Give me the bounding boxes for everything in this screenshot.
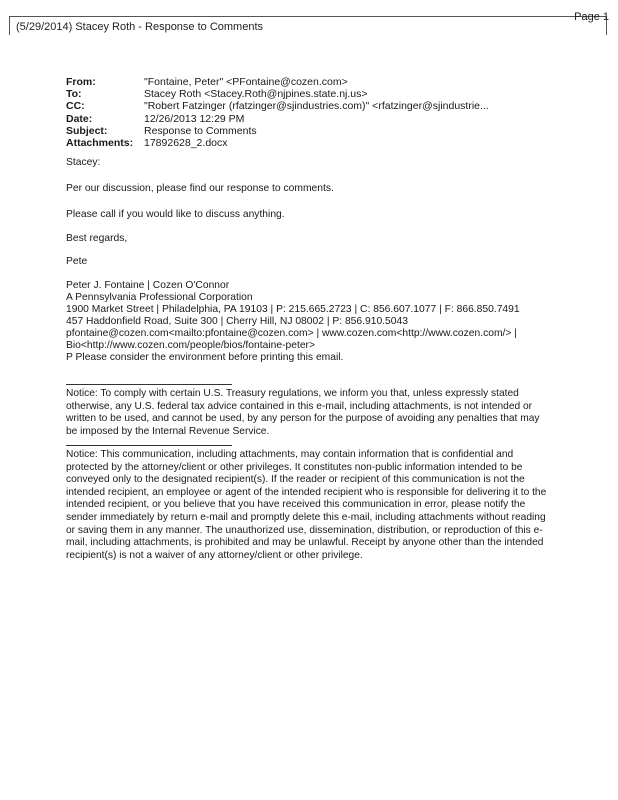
print-header <box>9 16 607 35</box>
closing: Best regards, <box>66 233 128 244</box>
signature-line-5: pfontaine@cozen.com<mailto:pfontaine@cozen.com> | www.cozen.com<http://www.cozen.com/> | <box>66 328 517 339</box>
cc-value: "Robert Fatzinger (rfatzinger@sjindustries.com)" <rfatzinger@sjindustrie... <box>144 100 489 113</box>
signature-line-3: 1900 Market Street | Philadelphia, PA 19103 | P: 215.665.2723 | C: 856.607.1077 | F: 866.850.7491 <box>66 304 520 315</box>
subject-row <box>66 125 489 137</box>
signature-block <box>66 280 520 364</box>
tax-notice: Notice: To comply with certain U.S. Treasury regulations, we inform you that, unless expressly stated otherwise, any U.S. federal tax advice contained in this e-mail, including attachments, is not intended or written to be used, and cannot be used, by any person for the purpose of avoiding any penalties that may be imposed by the Internal Revenue Service. <box>66 388 540 437</box>
subject-value: Response to Comments <box>144 124 257 137</box>
to-value: Stacey Roth <Stacey.Roth@njpines.state.nj.us> <box>144 88 368 101</box>
confidentiality-notice: Notice: This communication, including attachments, may contain information that is confidential and protected by the attorney/client or other privileges. It constitutes non-public information intended to be conveyed only to the designated recipient(s). If the reader or recipient of this communication is not the intended recipient, an employee or agent of the intended recipient who is responsible for delivering it to the intended recipient, or you believe that you have received this communication in error, please notify the sender immediately by return e-mail and promptly delete this e-mail, including attachments without reading or saving them in any manner. The unauthorized use, dissemination, distribution, or reproduction of this e-mail, including attachments, is prohibited and may be unlawful. Receipt by anyone other than the intended recipient(s) is not a waiver of any attorney/client or other privilege. <box>66 449 547 561</box>
page-number: Page 1 <box>574 11 609 23</box>
signature-line-4: 457 Haddonfield Road, Suite 300 | Cherry Hill, NJ 08002 | P: 856.910.5043 <box>66 316 408 327</box>
divider-1 <box>66 384 232 385</box>
body-paragraph-1: Per our discussion, please find our response to comments. <box>66 183 334 194</box>
to-label: To: <box>66 88 82 101</box>
date-label: Date: <box>66 112 93 125</box>
signature-line-1: Peter J. Fontaine | Cozen O'Connor <box>66 280 230 291</box>
to-row <box>66 88 489 100</box>
sender-name: Pete <box>66 256 88 267</box>
print-header-title: (5/29/2014) Stacey Roth - Response to Comments <box>16 21 264 33</box>
from-label: From: <box>66 76 96 88</box>
from-row <box>66 76 489 88</box>
cc-row <box>66 100 489 112</box>
cc-label: CC: <box>66 100 85 113</box>
subject-label: Subject: <box>66 124 108 137</box>
email-header <box>66 76 489 149</box>
attachments-label: Attachments: <box>66 137 134 150</box>
date-row <box>66 113 489 125</box>
date-value: 12/26/2013 12:29 PM <box>144 112 245 125</box>
signature-line-6: Bio<http://www.cozen.com/people/bios/fontaine-peter> <box>66 340 315 351</box>
attachments-value: 17892628_2.docx <box>144 137 228 150</box>
attachments-row <box>66 137 489 149</box>
greeting: Stacey: <box>66 157 101 168</box>
divider-2 <box>66 445 232 446</box>
signature-line-2: A Pennsylvania Professional Corporation <box>66 292 253 303</box>
signature-line-7: P Please consider the environment before printing this email. <box>66 352 344 363</box>
from-value: "Fontaine, Peter" <PFontaine@cozen.com> <box>144 76 348 88</box>
body-paragraph-2: Please call if you would like to discuss anything. <box>66 209 285 220</box>
